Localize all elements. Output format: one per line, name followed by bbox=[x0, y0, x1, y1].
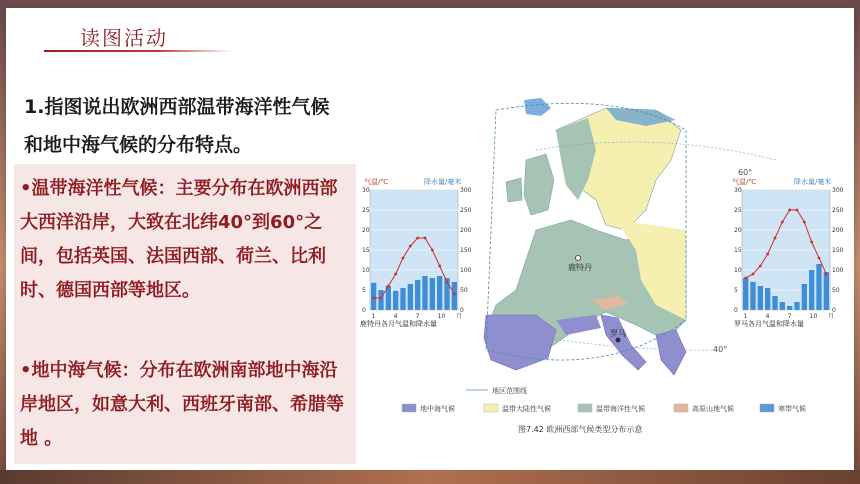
chart1-ylabel-left: 气温/℃ bbox=[364, 178, 389, 186]
legend-label: 寒带气候 bbox=[778, 405, 806, 413]
bottom-decor-strip bbox=[0, 470, 860, 484]
city-label-rome: 罗马 bbox=[610, 329, 626, 338]
chart1-temp-point bbox=[446, 281, 449, 284]
chart2-right-tick: 150 bbox=[832, 247, 844, 254]
chart2-precip-bar bbox=[802, 284, 807, 310]
chart2-x-tick: 7 bbox=[787, 313, 792, 320]
chart1-right-tick: 200 bbox=[460, 227, 472, 234]
chart1-right-tick: 250 bbox=[460, 207, 472, 214]
chart2-precip-bar bbox=[824, 272, 829, 310]
map-svg bbox=[356, 90, 850, 442]
chart1-left-tick: 30 bbox=[362, 187, 370, 194]
answer-mediterranean: •地中海气候：分布在欧洲南部地中海沿岸地区，如意大利、西班牙南部、希腊等地 。 bbox=[20, 360, 344, 449]
chart1-left-tick: 25 bbox=[362, 207, 370, 214]
chart2-precip-bar bbox=[794, 302, 799, 310]
legend-swatch bbox=[760, 404, 774, 412]
chart2-right-tick: 200 bbox=[832, 227, 844, 234]
chart2-temp-point bbox=[810, 241, 813, 244]
chart2-left-tick: 30 bbox=[734, 187, 742, 194]
chart2-x-tick: 10 bbox=[809, 313, 818, 320]
chart-rome bbox=[732, 177, 844, 328]
map-caption: 图7.42 欧洲西部气候类型分布示意 bbox=[518, 425, 643, 434]
chart1-temp-point bbox=[409, 245, 412, 248]
section-title: 读图活动 bbox=[80, 26, 168, 50]
chart1-precip-bar bbox=[371, 283, 376, 310]
chart1-left-tick: 15 bbox=[362, 247, 370, 254]
chart2-temp-point bbox=[825, 273, 828, 276]
chart2-precip-bar bbox=[750, 282, 755, 310]
chart2-temp-point bbox=[752, 273, 755, 276]
chart2-temp-point bbox=[796, 209, 799, 212]
chart2-temp-point bbox=[803, 221, 806, 224]
answer-oceanic: •温带海洋性气候：主要分布在欧洲西部大西洋沿岸，大致在北纬40°到60°之间，包括英国、法国西部、荷兰、比利时、德国西部等地区。 bbox=[20, 178, 338, 301]
chart1-x-tick: 7 bbox=[415, 313, 420, 320]
chart1-precip-bar bbox=[400, 288, 405, 310]
chart1-temp-point bbox=[402, 257, 405, 260]
chart2-temp-point bbox=[759, 265, 762, 268]
chart2-ylabel-left: 气温/℃ bbox=[732, 178, 757, 186]
boundary-legend-label: 地区范围线 bbox=[492, 387, 527, 395]
chart2-right-tick: 100 bbox=[832, 267, 844, 274]
chart2-left-tick: 10 bbox=[734, 267, 742, 274]
chart2-right-tick: 300 bbox=[832, 187, 844, 194]
chart2-title: 罗马各月气温和降水量 bbox=[734, 320, 804, 328]
chart1-temp-point bbox=[372, 297, 375, 300]
chart2-temp-point bbox=[766, 253, 769, 256]
chart2-temp-point bbox=[744, 277, 747, 280]
ireland-shape bbox=[506, 178, 522, 202]
chart1-x-tick: 10 bbox=[437, 313, 446, 320]
lat-label-60: 60° bbox=[738, 168, 753, 177]
chart1-precip-bar bbox=[430, 278, 435, 310]
chart1-x-tick: 1 bbox=[371, 313, 376, 320]
legend-label: 温带大陆性气候 bbox=[502, 405, 551, 413]
chart2-right-tick: 0 bbox=[832, 307, 836, 314]
chart1-right-tick: 150 bbox=[460, 247, 472, 254]
chart1-left-tick: 5 bbox=[362, 287, 366, 294]
chart2-x-tick: 1 bbox=[743, 313, 748, 320]
chart1-temp-point bbox=[431, 249, 434, 252]
chart1-temp-point bbox=[394, 273, 397, 276]
lat-label-40: 40° bbox=[713, 345, 728, 354]
chart2-ylabel-right: 降水量/毫米 bbox=[794, 178, 832, 186]
chart2-right-tick: 250 bbox=[832, 207, 844, 214]
chart2-precip-bar bbox=[758, 286, 763, 310]
chart1-precip-bar bbox=[393, 291, 398, 310]
chart1-temp-point bbox=[438, 265, 441, 268]
chart1-title: 鹿特丹各月气温和降水量 bbox=[360, 320, 437, 328]
chart2-left-tick: 25 bbox=[734, 207, 742, 214]
chart1-temp-point bbox=[380, 297, 383, 300]
legend-label: 温带海洋性气候 bbox=[596, 405, 645, 413]
chart2-precip-bar bbox=[809, 270, 814, 310]
chart2-right-tick: 50 bbox=[832, 287, 840, 294]
chart2-left-tick: 5 bbox=[734, 287, 738, 294]
chart1-ylabel-right: 降水量/毫米 bbox=[424, 178, 462, 186]
chart1-precip-bar bbox=[452, 282, 457, 310]
chart2-temp-point bbox=[818, 257, 821, 260]
chart1-x-tick: 4 bbox=[393, 313, 398, 320]
chart2-precip-bar bbox=[780, 302, 785, 310]
chart1-precip-bar bbox=[408, 284, 413, 310]
chart2-temp-point bbox=[774, 237, 777, 240]
chart2-left-tick: 20 bbox=[734, 227, 742, 234]
chart1-right-tick: 0 bbox=[460, 307, 464, 314]
chart2-precip-bar bbox=[816, 264, 821, 310]
chart1-temp-point bbox=[387, 285, 390, 288]
legend-label: 高原山地气候 bbox=[692, 405, 734, 413]
chart2-precip-bar bbox=[772, 296, 777, 310]
question-text: 1.指图说出欧洲西部温带海洋性气候和地中海气候的分布特点。 bbox=[24, 96, 330, 156]
europe-climate-map bbox=[356, 90, 850, 442]
chart1-temp-point bbox=[416, 237, 419, 240]
chart1-precip-bar bbox=[437, 276, 442, 310]
chart1-right-tick: 300 bbox=[460, 187, 472, 194]
chart1-temp-point bbox=[424, 237, 427, 240]
legend-swatch bbox=[674, 404, 688, 412]
legend-swatch bbox=[484, 404, 498, 412]
chart1-right-tick: 50 bbox=[460, 287, 468, 294]
chart1-left-tick: 10 bbox=[362, 267, 370, 274]
city-label-rotterdam: 鹿特丹 bbox=[568, 263, 592, 272]
chart2-temp-point bbox=[788, 209, 791, 212]
chart2-left-tick: 15 bbox=[734, 247, 742, 254]
chart1-left-tick: 0 bbox=[362, 307, 366, 314]
chart2-x-tick: 4 bbox=[765, 313, 770, 320]
legend-label: 地中海气候 bbox=[420, 405, 455, 413]
chart2-left-tick: 0 bbox=[734, 307, 738, 314]
chart2-x-unit: 月 bbox=[828, 313, 835, 320]
chart2-precip-bar bbox=[743, 278, 748, 310]
chart1-right-tick: 100 bbox=[460, 267, 472, 274]
chart1-x-unit: 月 bbox=[456, 313, 463, 320]
chart1-left-tick: 20 bbox=[362, 227, 370, 234]
chart2-precip-bar bbox=[787, 306, 792, 310]
legend-swatch bbox=[578, 404, 592, 412]
chart2-temp-point bbox=[781, 221, 784, 224]
legend-swatch bbox=[402, 404, 416, 412]
chart1-precip-bar bbox=[378, 290, 383, 310]
chart2-precip-bar bbox=[765, 288, 770, 310]
chart1-precip-bar bbox=[422, 276, 427, 310]
chart1-precip-bar bbox=[415, 280, 420, 310]
chart1-temp-point bbox=[453, 293, 456, 296]
chart-rotterdam bbox=[360, 177, 472, 328]
